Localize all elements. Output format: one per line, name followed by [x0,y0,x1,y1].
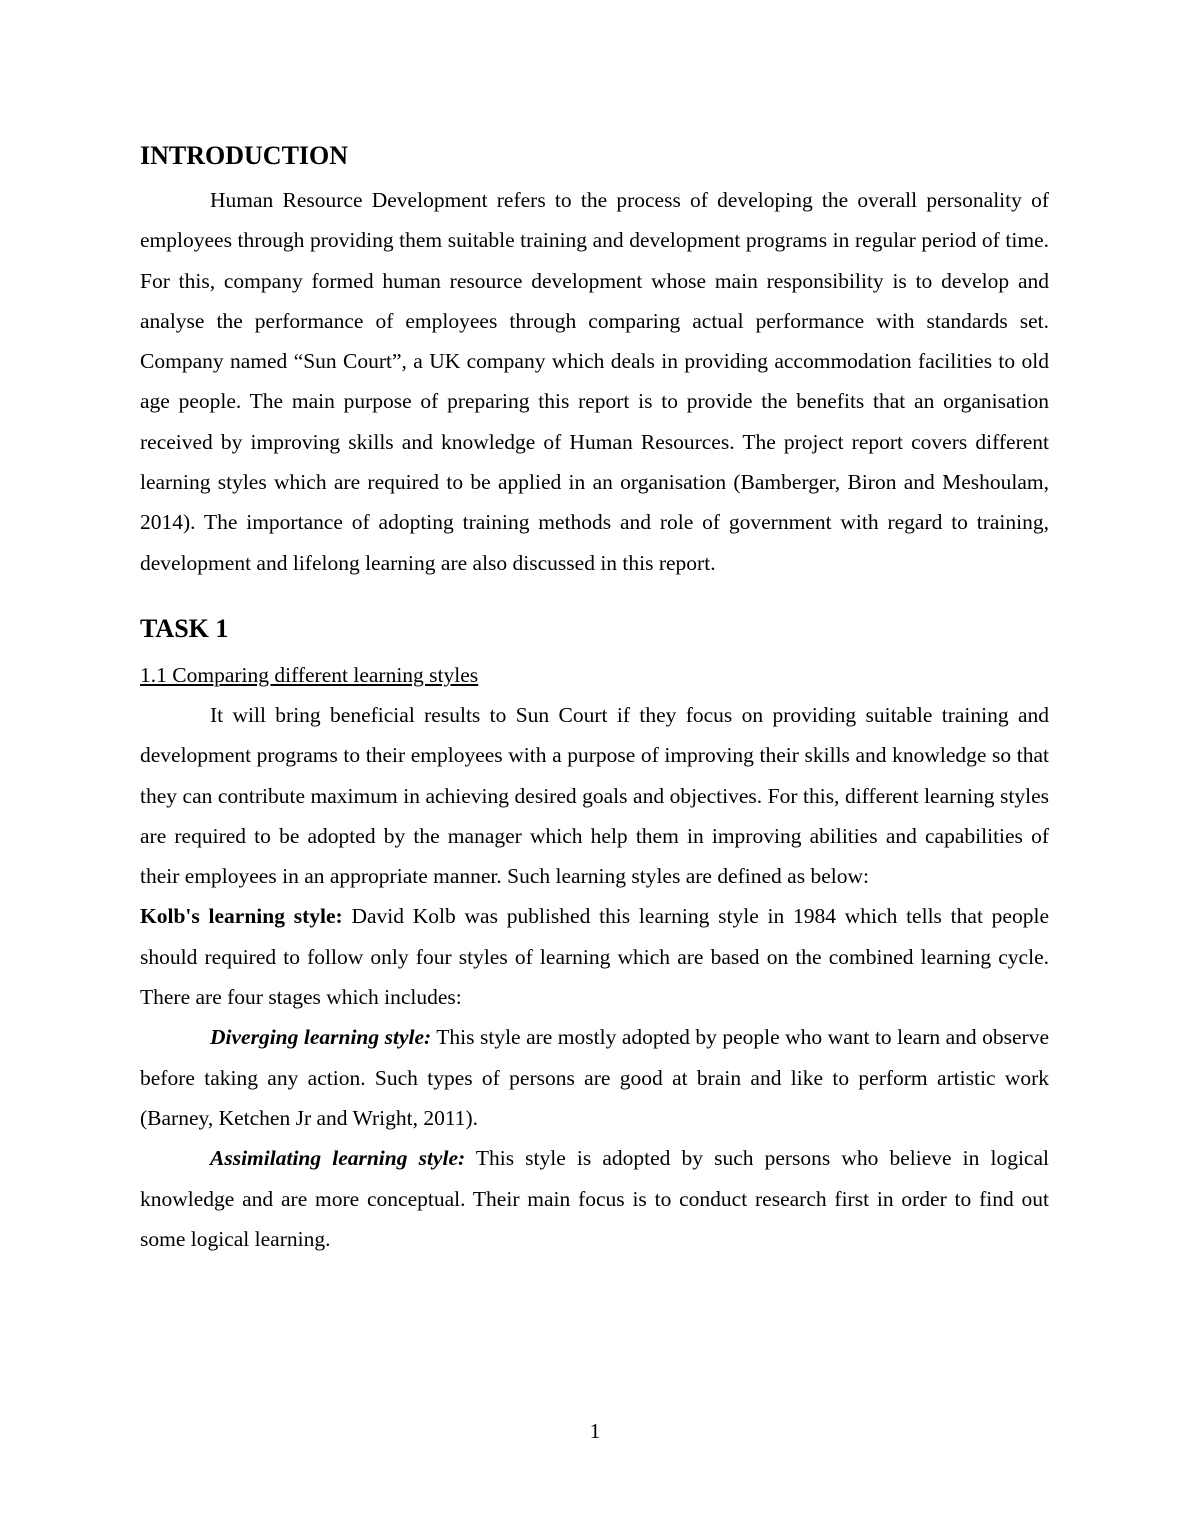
diverging-text: This style are mostly adopted by people who want to learn and observe before taking any action. Such types of persons are good at brain and like to perform artistic work (Barney, Ketchen Jr and Wright, 2011). [140,1025,1049,1130]
introduction-paragraph: Human Resource Development refers to the process of developing the overall personality of employees through providing them suitable training and development programs in regular period of time. For this, company formed human resource development whose main responsibility is to develop and analyse the performance of employees through comparing actual performance with standards set. Company named “Sun Court”, a UK company which deals in providing accommodation facilities to old age people. The main purpose of preparing this report is to provide the benefits that an organisation received by improving skills and knowledge of Human Resources. The project report covers different learning styles which are required to be applied in an organisation (Bamberger, Biron and Meshoulam, 2014). The importance of adopting training methods and role of government with regard to training, development and lifelong learning are also discussed in this report. [140,188,1049,575]
kolb-text: David Kolb was published this learning style in 1984 which tells that people should required to follow only four styles of learning which are based on the combined learning cycle. There are four stages which includes: [140,904,1049,1010]
kolb-paragraph [140,896,1049,1017]
diverging-lead: Diverging learning style: [210,1025,432,1050]
page-number: 1 [589,1419,601,1443]
task-1-heading: TASK 1 [140,613,229,643]
assimilating-paragraph [140,1138,1049,1259]
section-1-1-subheading: 1.1 Comparing different learning styles [140,662,479,687]
diverging-paragraph [140,1017,1049,1138]
kolb-lead: Kolb's learning style: [140,904,343,929]
assimilating-lead: Assimilating learning style: [210,1146,466,1171]
document-page [140,140,1049,1259]
learning-styles-intro-paragraph: It will bring beneficial results to Sun Court if they focus on providing suitable training and development programs to their employees with a purpose of improving their skills and knowledge so that they can contribute maximum in achieving desired goals and objectives. For this, different learning styles are required to be adopted by the manager which help them in improving abilities and capabilities of their employees in an appropriate manner. Such learning styles are defined as below: [140,702,1049,889]
introduction-heading: INTRODUCTION [140,141,349,170]
assimilating-text: This style is adopted by such persons who believe in logical knowledge and are more conceptual. Their main focus is to conduct research first in order to find out some logical learning. [140,1146,1049,1251]
